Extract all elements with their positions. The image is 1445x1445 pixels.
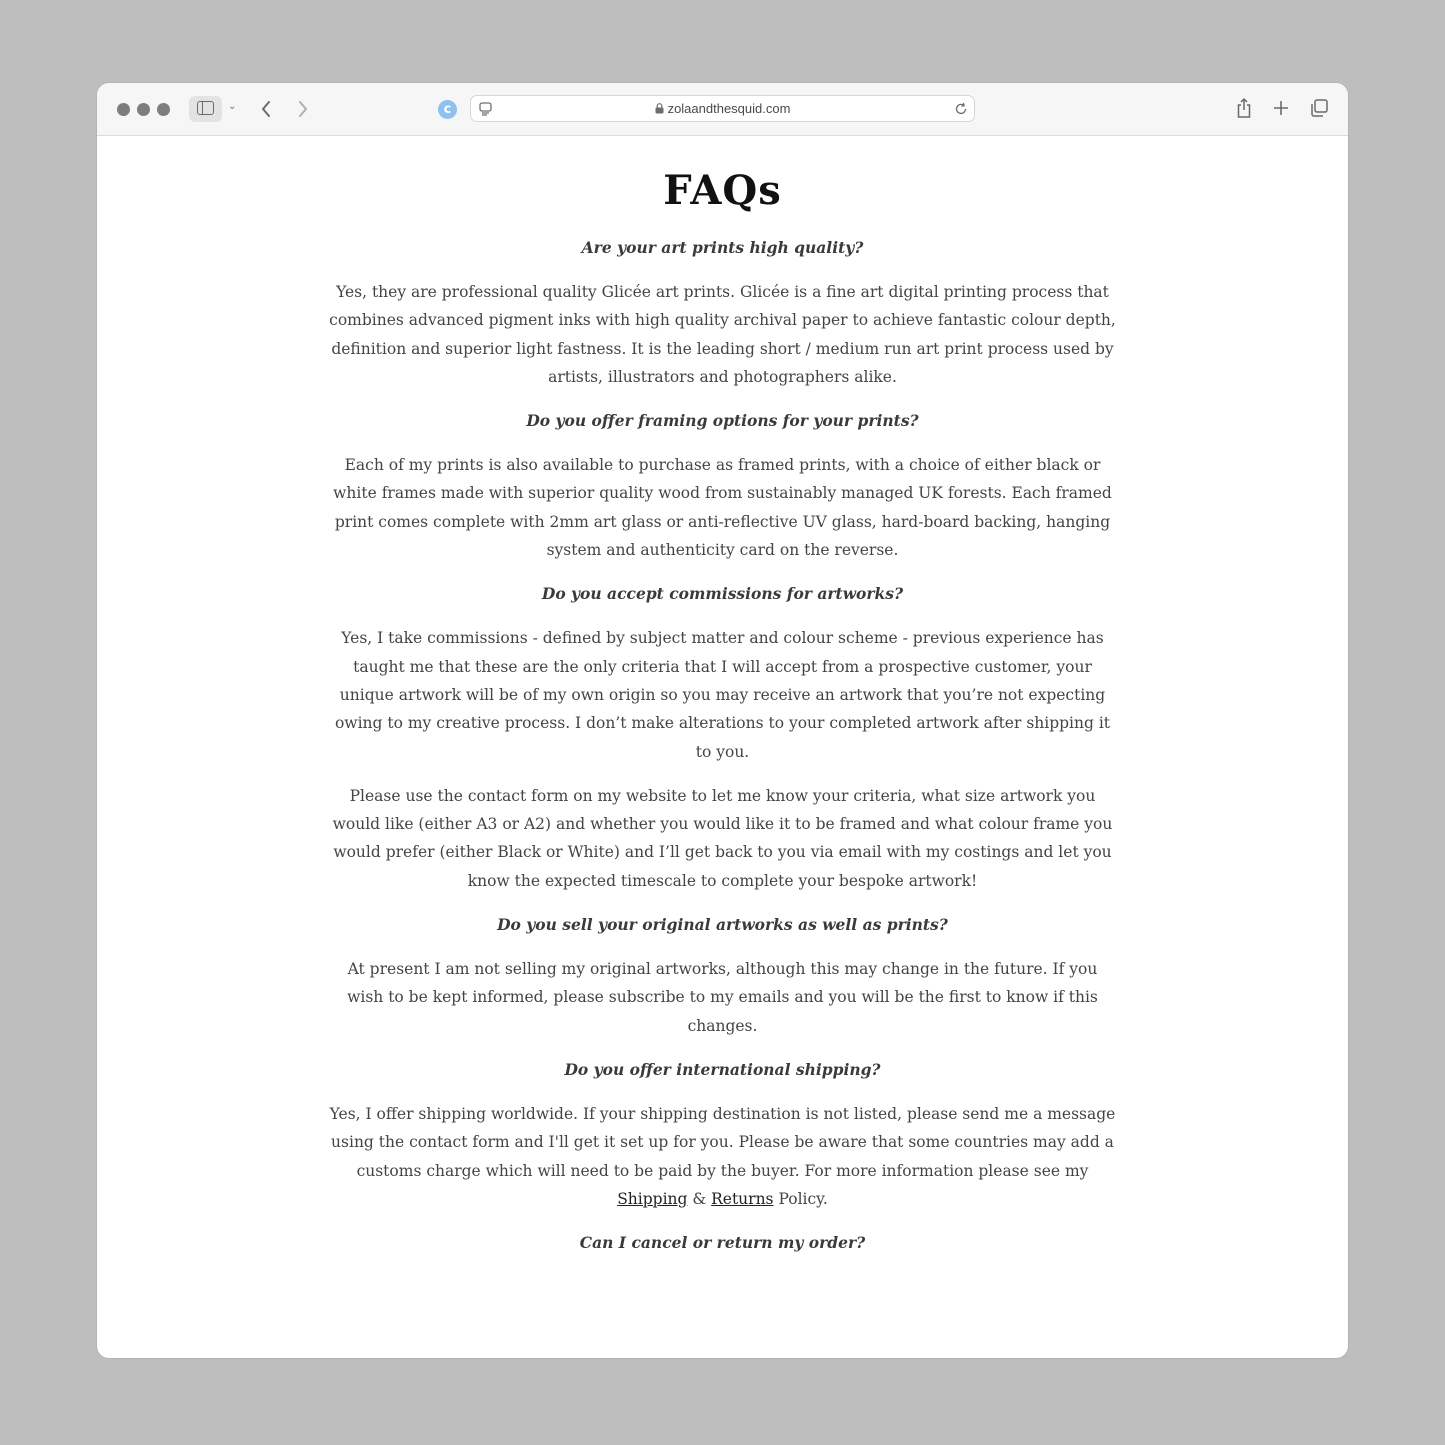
faq-question: Can I cancel or return my order? (579, 1233, 866, 1253)
minimize-window-button[interactable] (137, 103, 150, 116)
sidebar-icon (197, 101, 214, 115)
page-title: FAQs (663, 167, 782, 214)
ampersand-text: & (687, 1189, 712, 1208)
chevron-right-icon (300, 102, 306, 116)
shipping-link[interactable]: Shipping (617, 1189, 688, 1208)
faq-answer: At present I am not selling my original artworks, although this may change in the future. If you wish to be kept informed, please subscribe to my emails and you will be the first to know if this changes. (347, 960, 1098, 1035)
forward-button[interactable] (297, 100, 309, 118)
faq-answer: Yes, I take commissions - defined by subject matter and colour scheme - previous experience has taught me that these are the only criteria that I will accept from a prospective customer, your unique artwork will be of my own origin so you may receive an artwork that you’re not expecting owing to my creative process. I don’t make alterations to your completed artwork after shipping it to you. (334, 629, 1111, 761)
zoom-window-button[interactable] (157, 103, 170, 116)
chevron-left-icon (263, 102, 269, 116)
faq-answer (328, 1100, 1118, 1213)
back-button[interactable] (260, 100, 272, 118)
browser-window (97, 83, 1348, 1358)
browser-toolbar (97, 83, 1348, 136)
url-display[interactable] (471, 101, 974, 116)
faq-question: Do you accept commissions for artworks? (541, 584, 904, 604)
faq-question: Do you offer international shipping? (564, 1059, 881, 1079)
faq-question: Do you offer framing options for your prints? (526, 411, 919, 431)
chevron-down-icon[interactable]: ⌄ (228, 101, 237, 112)
address-bar[interactable] (470, 95, 975, 122)
plus-icon[interactable] (1273, 100, 1289, 116)
share-icon[interactable] (1236, 97, 1252, 119)
page-content (97, 136, 1348, 1358)
faq-column (328, 166, 1118, 1257)
faq-answer: Yes, they are professional quality Glicée art prints. Glicée is a fine art digital printing process that combines advanced pigment inks with high quality archival paper to achieve fantastic colour depth, definition and superior light fastness. It is the leading short / medium run art print process used by artists, illustrators and photographers alike. (329, 283, 1116, 386)
faq-question: Are your art prints high quality? (581, 238, 864, 257)
faq-answer: Each of my prints is also available to purchase as framed prints, with a choice of either black or white frames made with superior quality wood from sustainably managed UK forests. Each framed print comes complete with 2mm art glass or anti-reflective UV glass, hard-board backing, hanging system and authenticity card on the reverse. (333, 456, 1112, 560)
faq-answer: Please use the contact form on my website to let me know your criteria, what size artwork you would like (either A3 or A2) and whether you would like it to be framed and what colour frame you would prefer (either Black or White) and I’ll get back to you via email with my costings and let you know the expected timescale to complete your bespoke artwork! (332, 786, 1113, 890)
returns-link[interactable]: Returns (711, 1189, 774, 1208)
tab-overview-icon[interactable] (1310, 99, 1329, 117)
site-favicon-icon[interactable]: c (438, 100, 457, 119)
lock-icon (655, 103, 664, 114)
answer-text: Policy. (773, 1189, 828, 1208)
faq-question: Do you sell your original artworks as well as prints? (497, 915, 948, 935)
reload-icon[interactable] (954, 102, 968, 116)
url-text: zolaandthesquid.com (667, 101, 791, 116)
close-window-button[interactable] (117, 103, 130, 116)
answer-text: Yes, I offer shipping worldwide. If your shipping destination is not listed, please send me a message using the contact form and I'll get it set up for you. Please be aware that some countries may add a customs charge which will need to be paid by the buyer. For more information please see my (329, 1104, 1116, 1180)
